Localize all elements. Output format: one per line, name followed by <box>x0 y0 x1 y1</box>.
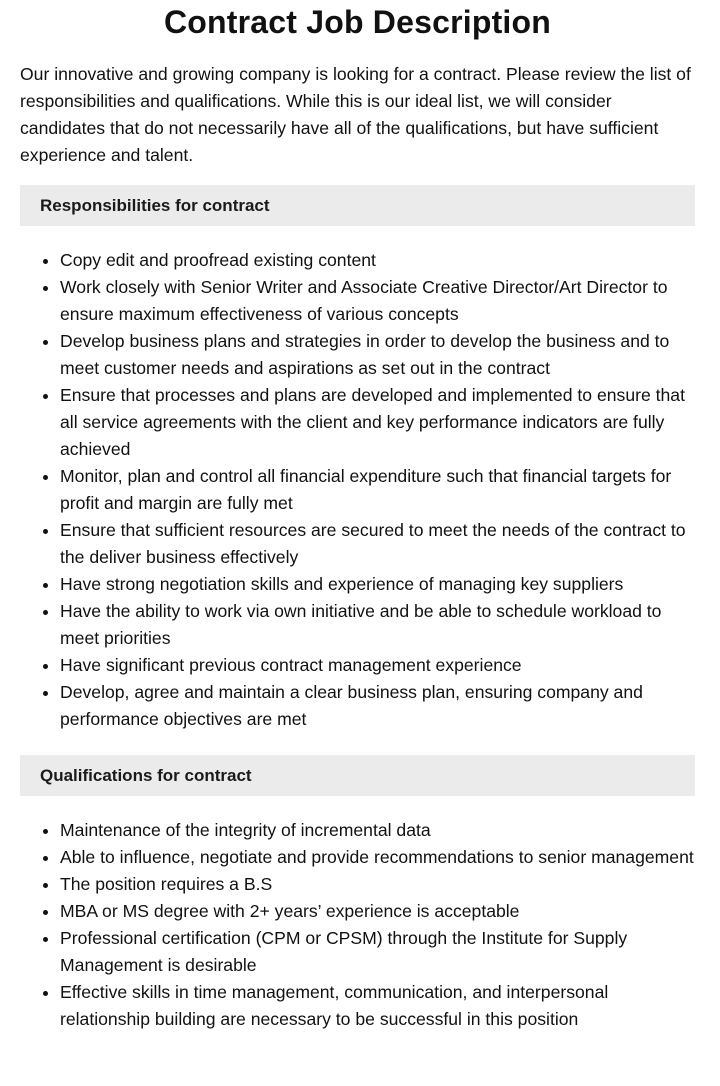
list-item: • Develop business plans and strategies in order to develop the business and to meet customer needs and aspirations as set out in the contract <box>60 328 695 382</box>
job-description <box>0 2 715 1033</box>
responsibilities-list <box>20 247 695 733</box>
list-item: • Have the ability to work via own initiative and be able to schedule workload to meet priorities <box>60 598 695 652</box>
qualifications-heading: Qualifications for contract <box>20 755 695 796</box>
list-item: • Develop, agree and maintain a clear business plan, ensuring company and performance objectives are met <box>60 679 695 733</box>
list-item: • Have strong negotiation skills and experience of managing key suppliers <box>60 571 695 598</box>
list-item: • Ensure that processes and plans are developed and implemented to ensure that all service agreements with the client and key performance indicators are fully achieved <box>60 382 695 463</box>
list-item: • Professional certification (CPM or CPSM) through the Institute for Supply Management is desirable <box>60 925 695 979</box>
list-item: • Able to influence, negotiate and provide recommendations to senior management <box>60 844 695 871</box>
responsibilities-heading: Responsibilities for contract <box>20 185 695 226</box>
list-item: • The position requires a B.S <box>60 871 695 898</box>
list-item: • Monitor, plan and control all financial expenditure such that financial targets for profit and margin are fully met <box>60 463 695 517</box>
list-item: • Copy edit and proofread existing content <box>60 247 695 274</box>
qualifications-list <box>20 817 695 1033</box>
list-item: • MBA or MS degree with 2+ years’ experience is acceptable <box>60 898 695 925</box>
list-item: • Effective skills in time management, communication, and interpersonal relationship building are necessary to be successful in this position <box>60 979 695 1033</box>
page-title: Contract Job Description <box>163 4 552 40</box>
list-item: • Maintenance of the integrity of incremental data <box>60 817 695 844</box>
list-item: • Work closely with Senior Writer and Associate Creative Director/Art Director to ensure maximum effectiveness of various concepts <box>60 274 695 328</box>
list-item: • Ensure that sufficient resources are secured to meet the needs of the contract to the deliver business effectively <box>60 517 695 571</box>
intro-paragraph: Our innovative and growing company is looking for a contract. Please review the list of responsibilities and qualifications. While this is our ideal list, we will consider candidates that do not necessarily have all of the qualifications, but have sufficient experience and talent. <box>20 64 691 165</box>
list-item: • Have significant previous contract management experience <box>60 652 695 679</box>
